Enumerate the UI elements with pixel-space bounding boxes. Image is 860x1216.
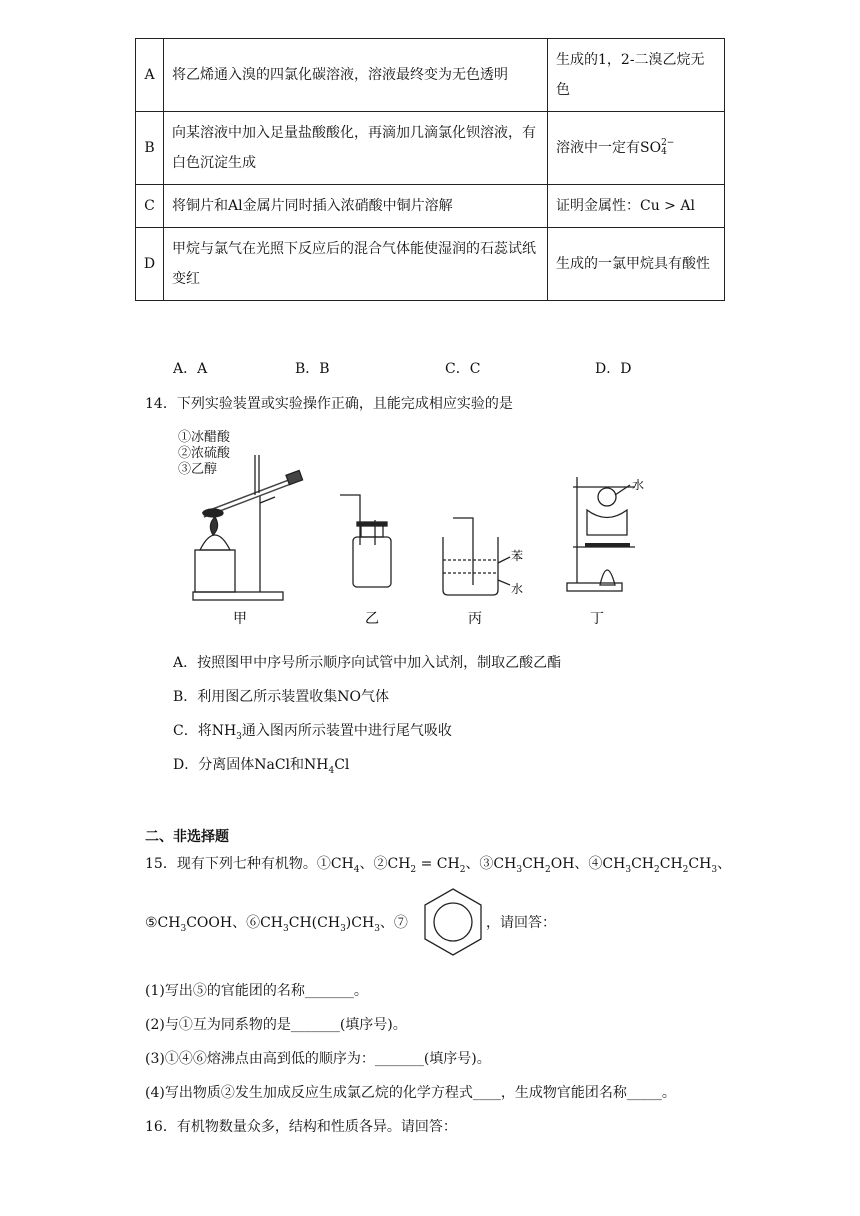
q14-option-b[interactable]: B．利用图乙所示装置收集NO气体 — [173, 689, 390, 705]
q14-option-a[interactable]: A．按照图甲中序号所示顺序向试管中加入试剂，制取乙酸乙酯 — [173, 655, 562, 671]
row-operation: 将乙烯通入溴的四氯化碳溶液，溶液最终变为无色透明 — [164, 39, 548, 112]
q15-stem-line1: 15．现有下列七种有机物。$①CH_4$、$②CH_2 = CH_2$、$③CH_3CH_2OH$、$④CH_3CH_2CH_2CH_3$、 — [145, 856, 732, 875]
row-conclusion: 生成的1，2-二溴乙烷无色 — [548, 39, 725, 112]
row-label: C — [136, 185, 164, 228]
row-conclusion: 生成的一氯甲烷具有酸性 — [548, 228, 725, 301]
q13-table — [135, 38, 725, 301]
row-label: A — [136, 39, 164, 112]
row-operation: 向某溶液中加入足量盐酸酸化，再滴加几滴氯化钡溶液，有白色沉淀生成 — [164, 112, 548, 185]
option-c[interactable]: C．C — [445, 361, 481, 377]
row-conclusion: 溶液中一定有SO 2− 4 — [548, 112, 725, 185]
option-d[interactable]: D．D — [595, 361, 632, 377]
row-label: B — [136, 112, 164, 185]
label-benzene: 苯 — [511, 549, 524, 563]
q15-sub1: (1)写出⑤的官能团的名称_______。 — [145, 983, 368, 999]
q15-stem-end: ，请回答： — [486, 915, 556, 931]
table-row — [136, 39, 725, 112]
table-row — [136, 112, 725, 185]
fig-label-jia: 甲 — [233, 611, 247, 627]
q14-stem: 14．下列实验装置或实验操作正确，且能完成相应实验的是 — [145, 396, 513, 412]
apparatus-figure — [175, 425, 695, 635]
benzene-ring-icon — [420, 885, 486, 959]
reagent-list: ①冰醋酸 ②浓硫酸 ③乙醇 — [178, 430, 231, 477]
row-operation: 甲烷与氯气在光照下反应后的混合气体能使湿润的石蕊试纸变红 — [164, 228, 548, 301]
q15-sub2: (2)与①互为同系物的是_______(填序号)。 — [145, 1017, 407, 1033]
q14-option-c[interactable]: C．将$NH_3$通入图丙所示装置中进行尾气吸收 — [173, 723, 452, 742]
q16-stem: 16．有机物数量众多，结构和性质各异。请回答： — [145, 1119, 457, 1135]
fig-label-ding: 丁 — [590, 611, 604, 627]
fig-label-bing: 丙 — [468, 611, 482, 627]
stand-base-icon — [193, 592, 283, 600]
fig-label-yi: 乙 — [365, 611, 379, 627]
label-water-bing: 水 — [511, 582, 524, 596]
q15-sub4: (4)写出物质②发生加成反应生成氯乙烷的化学方程式____，生成物官能团名称_____。 — [145, 1085, 676, 1101]
option-a[interactable]: A．A — [173, 361, 208, 377]
row-label: D — [136, 228, 164, 301]
label-water-ding: 水 — [632, 478, 645, 492]
section-heading: 二、非选择题 — [145, 829, 229, 845]
table-row — [136, 228, 725, 301]
q15-stem-line2: $⑤CH_3COOH$、$⑥CH_3CH(CH_3)CH_3$、⑦ — [145, 915, 408, 934]
table-row — [136, 185, 725, 228]
row-conclusion: 证明金属性：Cu > Al — [548, 185, 725, 228]
q14-option-d[interactable]: D．分离固体NaCl和$NH_4Cl$ — [173, 757, 350, 776]
q15-sub3: (3)①④⑥熔沸点由高到低的顺序为：_______(填序号)。 — [145, 1051, 491, 1067]
option-b[interactable]: B．B — [295, 361, 330, 377]
row-operation: 将铜片和Al金属片同时插入浓硝酸中铜片溶解 — [164, 185, 548, 228]
